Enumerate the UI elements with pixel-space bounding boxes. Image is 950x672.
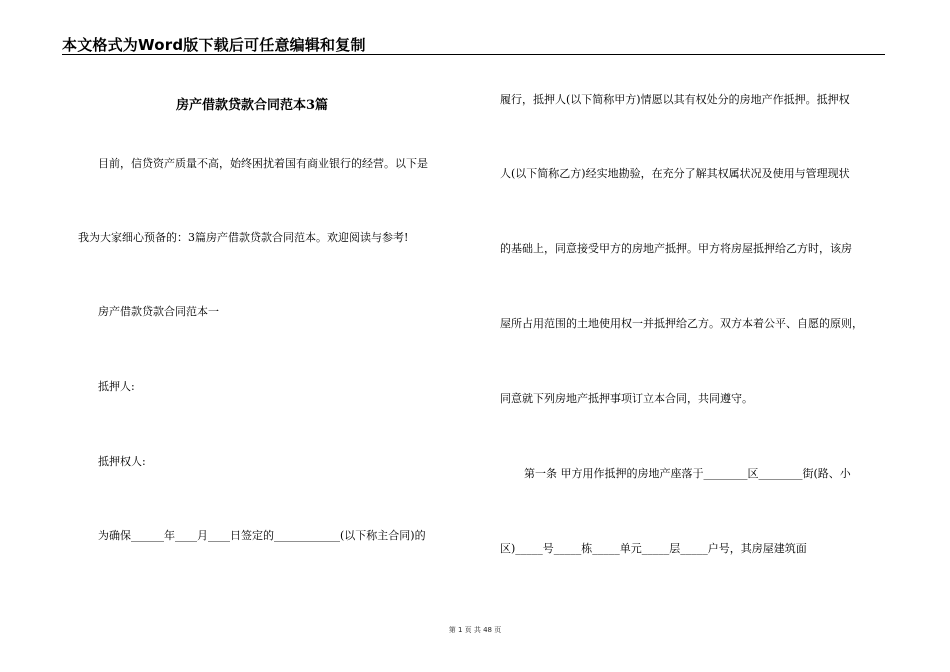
section-heading: 房产借款贷款合同范本一: [98, 305, 219, 318]
right-paragraph-line: 履行，抵押人(以下简称甲方)情愿以其有权处分的房地产作抵押。抵押权: [500, 93, 850, 106]
left-paragraph-line: 我为大家细心预备的：3篇房产借款贷款合同范本。欢迎阅读与参考!: [78, 231, 409, 244]
document-banner: 本文格式为Word版下载后可任意编辑和复制: [62, 36, 366, 54]
right-paragraph-line: 区)_____号_____栋_____单元_____层_____户号，其房屋建筑面: [500, 542, 807, 555]
header-divider: [62, 54, 885, 55]
right-paragraph-line: 人(以下简称乙方)经实地勘验，在充分了解其权属状况及使用与管理现状: [500, 167, 850, 180]
page-number: 第 1 页 共 48 页: [448, 626, 502, 634]
right-paragraph-line: 同意就下列房地产抵押事项订立本合同，共同遵守。: [500, 392, 753, 405]
left-paragraph-line: 为确保______年____月____日签定的____________(以下称主合同)的: [98, 529, 426, 542]
article-one-line: 第一条 甲方用作抵押的房地产座落于________区________街(路、小: [524, 467, 851, 480]
left-paragraph-line: 目前，信贷资产质量不高，始终困扰着国有商业银行的经营。以下是: [98, 157, 428, 170]
mortgagor-label: 抵押人:: [98, 380, 135, 393]
document-title: 房产借款贷款合同范本3篇: [176, 98, 329, 113]
right-paragraph-line: 的基础上，同意接受甲方的房地产抵押。甲方将房屋抵押给乙方时，该房: [500, 242, 852, 255]
mortgagee-label: 抵押权人:: [98, 455, 146, 468]
right-paragraph-line: 屋所占用范围的土地使用权一并抵押给乙方。双方本着公平、自愿的原则，: [500, 317, 863, 330]
